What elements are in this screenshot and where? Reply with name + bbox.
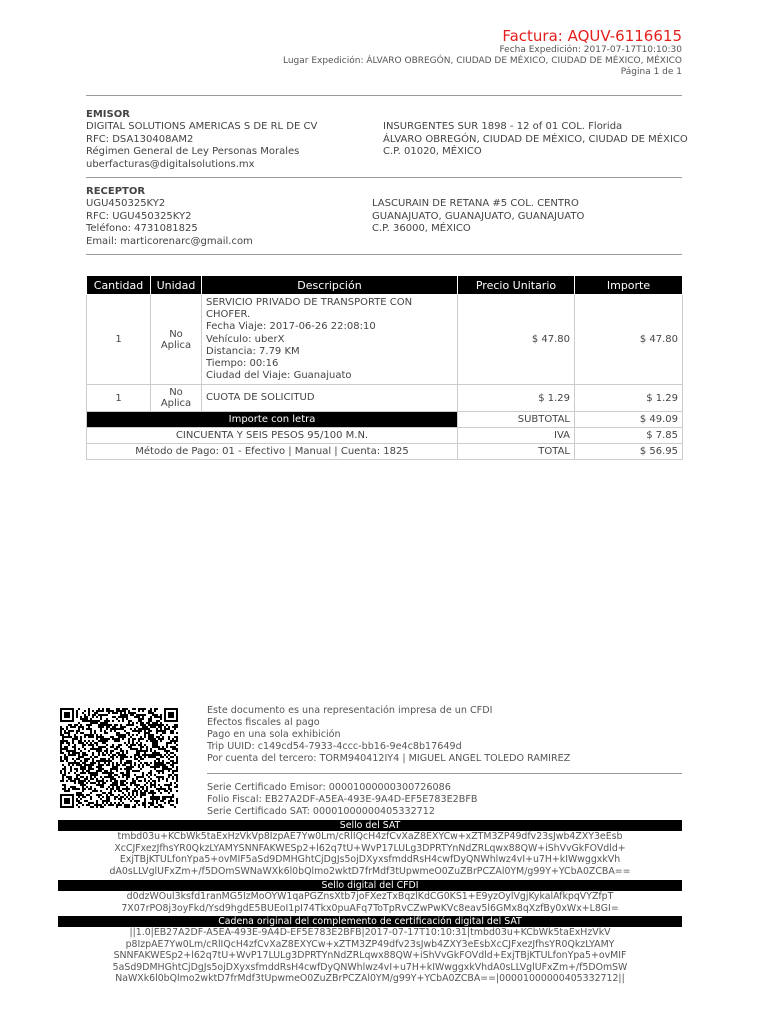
total-value: $ 56.95: [575, 444, 683, 460]
col-unidad: Unidad: [151, 276, 202, 295]
cell-unidad: No Aplica: [151, 295, 202, 385]
sello-sat-band: Sello del SAT: [58, 820, 682, 831]
desc-line: SERVICIO PRIVADO DE TRANSPORTE CON CHOFER.: [206, 297, 413, 321]
cell-importe: $ 47.80: [575, 295, 683, 385]
importe-letra-label: Importe con letra: [87, 412, 458, 428]
desc-line: Tiempo: 00:16: [206, 358, 279, 370]
desc-line: Ciudad del Viaje: Guanajuato: [206, 370, 352, 382]
receptor-email[interactable]: Email: marticorenarc@gmail.com: [86, 235, 253, 247]
table-row: [87, 295, 683, 385]
serie-cert-emisor: Serie Certificado Emisor: 00001000000300726086: [207, 782, 451, 793]
subtotal-value: $ 49.09: [575, 412, 683, 428]
cell-cantidad: 1: [87, 385, 151, 412]
iva-label: IVA: [458, 428, 575, 444]
emisor-address-line: INSURGENTES SUR 1898 - 12 of 01 COL. Florida: [383, 121, 623, 132]
sello-cfdi-line: 7X07rPO8j3oyFkd/Ysd9hgdE5BUEoI1pI74Tkx0puAFq7ToTpRvCZwPwKVc8eav5l6GMx8qXzfBy0xWx+L8GI=: [121, 902, 619, 914]
receptor-address: [372, 198, 584, 236]
emisor-email[interactable]: uberfacturas@digitalsolutions.mx: [86, 158, 255, 170]
sello-sat-line: tmbd03u+KCbWk5taExHzVkVp8IzpAE7Yw0Lm/cRlIQcH4zfCvXaZ8EXYCw+xZTM3ZP49dfv23sJwb4ZXY3eEsb: [117, 831, 623, 842]
table-header-row: [87, 276, 683, 295]
emisor-address-line: C.P. 01020, MÉXICO: [383, 146, 482, 157]
receptor-address-line: GUANAJUATO, GUANAJUATO, GUANAJUATO: [372, 210, 585, 222]
desc-line: Vehículo: uberX: [206, 333, 285, 345]
emisor-address: [383, 121, 688, 159]
sello-sat-line: dA0sLLVglUFxZm+/f5DOmSWNaWXk6l0bQlmo2wktD7frMdf3tUpwmeO0ZuZBrPCZAl0YM/g99Y+YCbA0ZCBA==: [109, 865, 631, 877]
sello-sat-line: ExjTBjKTULfonYpa5+ovMIF5aSd9DMHGhtCjDgJs5ojDXyxsfmddRsH4cwfDyQNWhlwz4vI+u7H+kIWwggxkVh: [119, 854, 621, 865]
emisor-rfc: RFC: DSA130408AM2: [86, 133, 194, 145]
subtotal-label: SUBTOTAL: [458, 412, 575, 428]
receptor-rfc: RFC: UGU450325KY2: [86, 210, 192, 222]
receptor-name: UGU450325KY2: [86, 198, 166, 209]
cadena-text: [58, 927, 682, 985]
cell-precio: $ 47.80: [458, 295, 575, 385]
metodo-pago: Método de Pago: 01 - Efectivo | Manual | Cuenta: 1825: [87, 444, 458, 460]
divider: [86, 177, 682, 178]
receptor-address-line: LASCURAIN DE RETANA #5 COL. CENTRO: [372, 198, 579, 209]
col-importe: Importe: [575, 276, 683, 295]
cadena-line: 5aSd9DMHGhtCjDgJs5ojDXyxsfmddRsH4cwfDyQNWhlwz4vI+u7H+kIWwggxkVhdA0sLLVglUFxZm+/f5DOmSW: [112, 961, 628, 973]
emisor-regimen: Régimen General de Ley Personas Morales: [86, 146, 300, 157]
iva-value: $ 7.85: [575, 428, 683, 444]
emisor-address-line: ÁLVARO OBREGÓN, CIUDAD DE MÉXICO, CIUDAD DE MÉXICO: [383, 133, 688, 145]
invoice-header: [283, 28, 682, 78]
sello-cfdi-line: d0dzWOul3ksfd1ranMG5IzMoOYW1qaPGZnsXtb7joFXezTxBqzlKdCG0KS1+E9yzOylVgjKykalAfkpqVYZfpT: [126, 891, 614, 902]
col-precio-unitario: Precio Unitario: [458, 276, 575, 295]
cfdi-note: Este documento es una representación impresa de un CFDI: [207, 705, 493, 716]
emisor-label: EMISOR: [86, 109, 130, 120]
page-number: Página 1 de 1: [620, 67, 682, 77]
cfdi-notes: [207, 705, 570, 765]
serie-cert-sat: Serie Certificado SAT: 00001000000405332712: [207, 806, 435, 817]
desc-line: Distancia: 7.79 KM: [206, 345, 300, 357]
divider: [207, 773, 682, 774]
qr-code-icon: [60, 708, 178, 808]
cadena-line: ||1.0|EB27A2DF-A5EA-493E-9A4D-EF5E783E2BFB|2017-07-17T10:10:31|tmbd03u+KCbWk5taExHzVkV: [129, 927, 611, 938]
cadena-line: SNNFAKWESp2+l62q7tU+WvP17LULg3DPRTYnNdZRLqwx88QW+iShVvGkFOVdld+ExjTBjKTULfonYpa5+ovMIF: [113, 950, 627, 961]
col-descripcion: Descripción: [202, 276, 458, 295]
divider: [86, 254, 682, 255]
cell-unidad: No Aplica: [151, 385, 202, 412]
emisor-name: DIGITAL SOLUTIONS AMERICAS S DE RL DE CV: [86, 121, 318, 132]
cell-descripcion: [202, 385, 458, 412]
table-row: [87, 385, 683, 412]
receptor-section: [86, 186, 253, 248]
receptor-telefono: Teléfono: 4731081825: [86, 223, 198, 234]
folio-fiscal: Folio Fiscal: EB27A2DF-A5EA-493E-9A4D-EF5E783E2BFB: [207, 794, 478, 805]
sello-cfdi-band: Sello digital del CFDI: [58, 880, 682, 891]
receptor-label: RECEPTOR: [86, 186, 146, 197]
subtotal-row: [87, 412, 683, 428]
cell-precio: $ 1.29: [458, 385, 575, 412]
cfdi-note: Pago en una sola exhibición: [207, 729, 341, 740]
desc-line: CUOTA DE SOLICITUD: [206, 392, 315, 404]
items-table: [86, 275, 683, 460]
sello-cfdi-text: [58, 891, 682, 914]
cadena-line: p8IzpAE7Yw0Lm/cRlIQcH4zfCvXaZ8EXYCw+xZTM3ZP49dfv23sJwb4ZXY3eEsbXcCJFxezJfhsYR0QkzLYAMY: [125, 938, 615, 950]
cell-cantidad: 1: [87, 295, 151, 385]
cert-info: [207, 782, 477, 818]
invoice-title: Factura: AQUV-6116615: [502, 27, 682, 45]
desc-line: Fecha Viaje: 2017-06-26 22:08:10: [206, 321, 376, 333]
total-label: TOTAL: [458, 444, 575, 460]
total-row: [87, 444, 683, 460]
cell-descripcion: [202, 295, 458, 385]
col-cantidad: Cantidad: [87, 276, 151, 295]
fecha-expedicion: Fecha Expedición: 2017-07-17T10:10:30: [499, 45, 682, 55]
emisor-section: [86, 109, 317, 171]
importe-letra: CINCUENTA Y SEIS PESOS 95/100 M.N.: [87, 428, 458, 444]
lugar-expedicion: Lugar Expedición: ÁLVARO OBREGÓN, CIUDAD DE MÉXICO, CIUDAD DE MÉXICO, MÉXICO: [282, 56, 682, 66]
tercero: Por cuenta del tercero: TORM940412IY4 | MIGUEL ANGEL TOLEDO RAMIREZ: [207, 753, 571, 764]
divider: [86, 95, 682, 96]
sello-sat-text: [58, 831, 682, 877]
cadena-band: Cadena original del complemento de certificación digital del SAT: [58, 916, 682, 927]
trip-uuid: Trip UUID: c149cd54-7933-4ccc-bb16-9e4c8b17649d: [207, 741, 462, 752]
cell-importe: $ 1.29: [575, 385, 683, 412]
cfdi-note: Efectos fiscales al pago: [207, 717, 320, 728]
cadena-line: NaWXk6l0bQlmo2wktD7frMdf3tUpwmeO0ZuZBrPCZAl0YM/g99Y+YCbA0ZCBA==|00001000000405332712||: [115, 973, 625, 984]
receptor-address-line: C.P. 36000, MÉXICO: [372, 223, 471, 234]
sello-sat-line: XcCJFxezJfhsYR0QkzLYAMYSNNFAKWESp2+l62q7tU+WvP17LULg3DPRTYnNdZRLqwx88QW+iShVvGkFOVdld+: [114, 842, 626, 854]
iva-row: [87, 428, 683, 444]
